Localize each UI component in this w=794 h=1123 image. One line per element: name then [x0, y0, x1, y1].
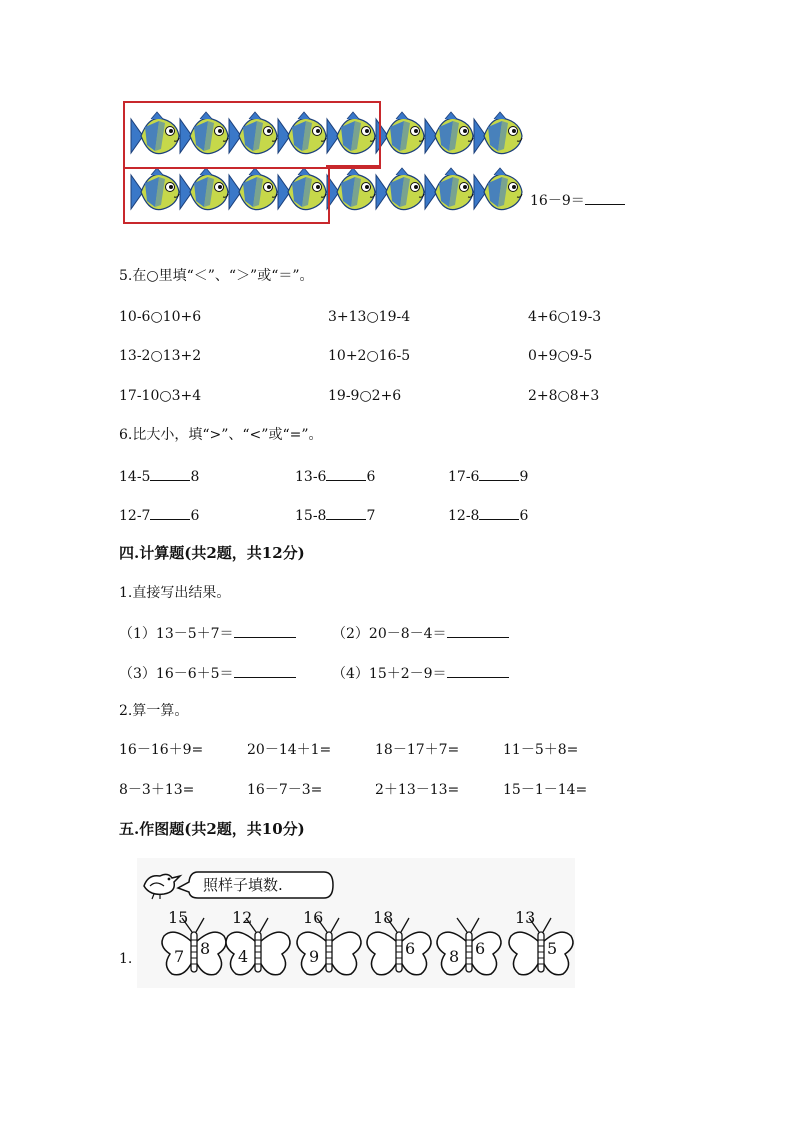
fish-equation-text: 16－9＝ — [530, 193, 585, 209]
s4-q2-title: 2.算一算。 — [119, 703, 189, 719]
q6-item — [119, 466, 199, 486]
fish-icon — [423, 111, 475, 161]
s4-q1-item — [332, 663, 509, 683]
q6-right: 9 — [519, 469, 529, 485]
s4-q1-expr: （2）20－8－4＝ — [332, 626, 447, 642]
q6-left: 13-6 — [295, 469, 327, 485]
s4-q2-item[interactable]: 16－7－3= — [247, 782, 323, 798]
q6-item — [295, 466, 375, 486]
circled-fish-box-top — [123, 101, 381, 169]
fish-icon — [374, 111, 426, 161]
butterfly-right-number: 6 — [475, 939, 486, 958]
q6-right: 6 — [366, 469, 376, 485]
q6-left: 17-6 — [448, 469, 480, 485]
q5-item[interactable]: 4+6○19-3 — [528, 309, 602, 325]
butterfly-left-number: 7 — [174, 947, 185, 966]
answer-blank[interactable] — [234, 623, 296, 638]
q5-item[interactable]: 10+2○16-5 — [328, 348, 411, 364]
butterfly-top-number: 12 — [232, 908, 253, 927]
butterfly-top-number: 16 — [303, 908, 324, 927]
answer-blank[interactable] — [479, 505, 519, 520]
q6-left: 12-8 — [448, 508, 480, 524]
q5-item[interactable]: 13-2○13+2 — [119, 348, 202, 364]
s4-q1-expr: （1）13－5＋7＝ — [119, 626, 234, 642]
fish-equation — [530, 190, 625, 210]
section-5-heading: 五.作图题(共2题，共10分) — [119, 820, 305, 838]
q5-title: 5.在○里填“＜”、“＞”或“＝”。 — [119, 268, 314, 284]
circled-fish-box-bottom — [123, 165, 330, 224]
s4-q1-item — [332, 623, 509, 643]
butterfly-right-number: 8 — [200, 939, 211, 958]
butterfly-left-number: 8 — [449, 947, 460, 966]
s4-q1-item — [119, 623, 296, 643]
s4-q1-expr: （4）15＋2－9＝ — [332, 666, 447, 682]
butterfly-top-number: 15 — [168, 908, 189, 927]
butterfly-right-number: 5 — [547, 939, 558, 958]
fish-icon — [472, 111, 524, 161]
answer-blank[interactable] — [150, 505, 190, 520]
fish-box-step-line — [326, 165, 379, 167]
s4-q1-title: 1.直接写出结果。 — [119, 585, 231, 601]
q5-item[interactable]: 2+8○8+3 — [528, 388, 600, 404]
q5-item[interactable]: 17-10○3+4 — [119, 388, 202, 404]
butterfly-icon — [433, 912, 505, 984]
q6-item — [119, 505, 199, 525]
fish-icon — [472, 167, 524, 217]
s4-q2-item[interactable]: 2＋13－13= — [375, 782, 460, 798]
fish-icon — [325, 167, 377, 217]
butterfly-left-number: 9 — [309, 947, 320, 966]
answer-blank[interactable] — [585, 190, 625, 205]
q6-item — [448, 505, 528, 525]
q6-left: 15-8 — [295, 508, 327, 524]
section-4-heading: 四.计算题(共2题，共12分) — [119, 544, 305, 562]
s4-q2-item[interactable]: 8－3＋13= — [119, 782, 195, 798]
s4-q2-item[interactable]: 15－1－14= — [503, 782, 588, 798]
q6-right: 6 — [190, 508, 200, 524]
q5-item[interactable]: 0+9○9-5 — [528, 348, 593, 364]
answer-blank[interactable] — [326, 505, 366, 520]
q6-right: 6 — [519, 508, 529, 524]
q6-right: 7 — [366, 508, 376, 524]
butterfly-left-number: 4 — [238, 947, 249, 966]
q5-item[interactable]: 19-9○2+6 — [328, 388, 402, 404]
answer-blank[interactable] — [234, 663, 296, 678]
answer-blank[interactable] — [150, 466, 190, 481]
s4-q2-item[interactable]: 11－5＋8= — [503, 742, 579, 758]
q6-item — [448, 466, 528, 486]
fish-icon — [423, 167, 475, 217]
q5-item[interactable]: 10-6○10+6 — [119, 309, 202, 325]
answer-blank[interactable] — [447, 623, 509, 638]
butterfly-top-number: 18 — [373, 908, 394, 927]
butterfly-top-number: 13 — [515, 908, 536, 927]
q6-item — [295, 505, 375, 525]
q6-title: 6.比大小，填“>”、“<”或“=”。 — [119, 427, 323, 443]
answer-blank[interactable] — [447, 663, 509, 678]
butterfly-right-number: 6 — [405, 939, 416, 958]
q5-item[interactable]: 3+13○19-4 — [328, 309, 411, 325]
s4-q1-item — [119, 663, 296, 683]
s4-q1-expr: （3）16－6＋5＝ — [119, 666, 234, 682]
q6-left: 12-7 — [119, 508, 151, 524]
answer-blank[interactable] — [326, 466, 366, 481]
s4-q2-item[interactable]: 18－17＋7= — [375, 742, 460, 758]
s4-q2-item[interactable]: 20－14＋1= — [247, 742, 332, 758]
answer-blank[interactable] — [479, 466, 519, 481]
q6-right: 8 — [190, 469, 200, 485]
fish-icon — [374, 167, 426, 217]
s4-q2-item[interactable]: 16－16＋9= — [119, 742, 204, 758]
s5-q1-number: 1. — [119, 951, 133, 967]
speech-text: 照样子填数. — [203, 876, 283, 894]
q6-left: 14-5 — [119, 469, 151, 485]
